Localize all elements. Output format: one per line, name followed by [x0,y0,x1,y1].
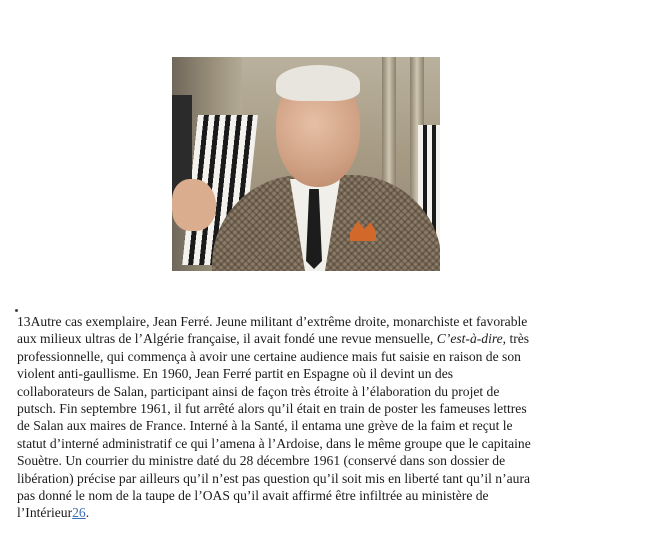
margin-mark [15,309,18,312]
footnote-paragraph [17,313,625,522]
paragraph-line [17,504,625,521]
paragraph-end: . [85,505,90,521]
paragraph-line: collaborateurs de Salan, participant ainsi de façon très étroite à l’élaboration du projet de [17,383,500,399]
journal-title: C’est-à-dire [436,331,503,347]
paragraph-line: de Salan aux maires de France. Interné à la Santé, il entama une grève de la faim et reçut le [17,418,513,434]
paragraph-line: putsch. Fin septembre 1961, il fut arrêté alors qu’il était en train de poster les fameuses lettres [17,401,527,417]
paragraph-line-text: l’Intérieur [17,505,73,521]
paragraph-line: Souètre. Un courrier du ministre daté du 28 décembre 1961 (conservé dans son dossier de [17,453,506,469]
paragraph-line-text: aux milieux ultras de l’Algérie française, il avait fondé une revue mensuelle, [17,331,437,347]
paragraph-line: pas donné le nom de la taupe de l’OAS qu’il avait affirmé être infiltrée au ministère de [17,488,489,504]
footnote-reference-link[interactable]: 26 [72,505,86,521]
paragraph-line: professionnelle, qui commença à avoir une certaine audience mais fut saisie en raison de son [17,348,521,364]
photo-hair [276,65,360,101]
paragraph-line: libération) précise par ailleurs qu’il n’est pas question qu’il soit mis en liberté tant qu’il n’aura [17,470,531,486]
paragraph-line: violent anti-gaullisme. En 1960, Jean Ferré partit en Espagne où il devint un des [17,366,454,382]
paragraph-line [17,330,625,347]
photo-hand [172,179,216,231]
paragraph-line-text: , très [502,331,530,347]
portrait-photo [172,57,440,271]
paragraph-line: 13Autre cas exemplaire, Jean Ferré. Jeune militant d’extrême droite, monarchiste et favorable [17,314,528,329]
paragraph-line: statut d’interné administratif ce qui l’amena à l’Ardoise, dans le même groupe que le capitaine [17,435,531,451]
